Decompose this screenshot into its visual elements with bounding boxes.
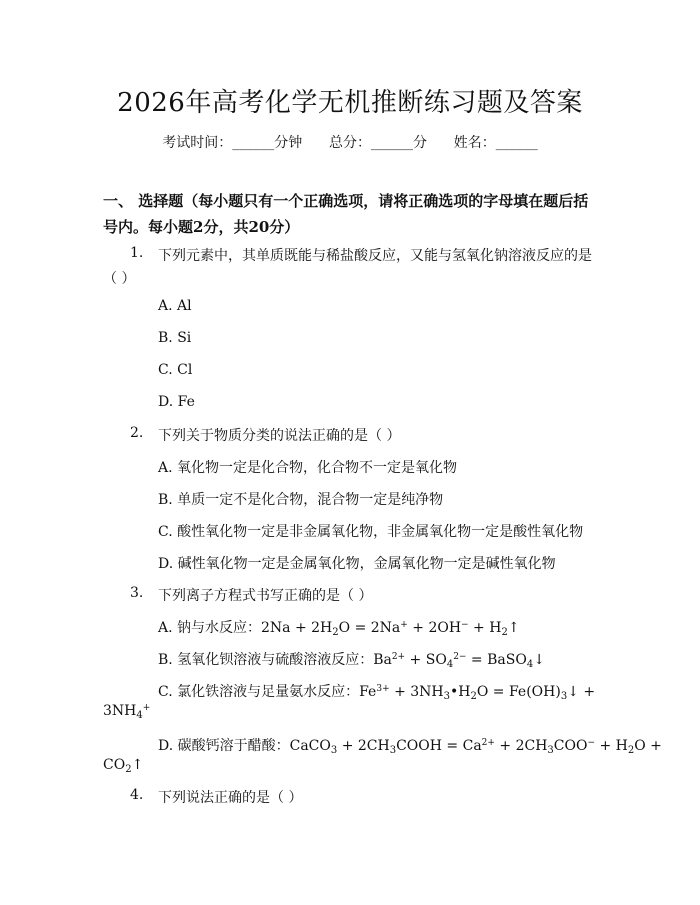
subscript: 3 xyxy=(443,691,451,702)
superscript: 2+ xyxy=(481,738,495,748)
subscript: 3 xyxy=(389,745,397,756)
subscript: 2 xyxy=(332,627,339,638)
superscript: + xyxy=(400,620,408,630)
subscript: 4 xyxy=(136,710,143,721)
superscript: 2+ xyxy=(391,652,406,662)
question-3-option-d-part: + 2CH xyxy=(337,738,390,754)
superscript: 3+ xyxy=(376,684,390,694)
question-4-text: 下列说法正确的是（ ） xyxy=(158,790,303,806)
subscript: 3 xyxy=(560,691,568,702)
question-3-option-c-part: + xyxy=(578,684,596,700)
question-3-number: 3. xyxy=(130,585,144,601)
question-4-number: 4. xyxy=(130,787,144,803)
question-3-option-b-part: + SO xyxy=(405,652,447,668)
question-3-option-d-prefix: D. 碳酸钙溶于醋酸：CaCO xyxy=(158,738,331,754)
question-3-option-a xyxy=(158,617,520,638)
superscript: − xyxy=(587,738,596,748)
superscript: 2− xyxy=(453,652,467,662)
superscript: − xyxy=(461,620,469,630)
subscript: 2 xyxy=(470,691,477,702)
superscript: + xyxy=(142,703,151,713)
question-3-option-d-continued xyxy=(103,757,143,775)
question-1-option-b: B. Si xyxy=(158,330,192,346)
question-2-option-c: C. 酸性氧化物一定是非金属氧化物，非金属氧化物一定是酸性氧化物 xyxy=(158,524,584,540)
question-3-option-b-prefix: B. 氢氧化钡溶液与硫酸溶液反应：Ba xyxy=(158,652,392,668)
question-3-option-a-part: O = 2Na xyxy=(338,620,401,636)
question-3-option-d-part: + H xyxy=(595,738,628,754)
page-title: 2026年高考化学无机推断练习题及答案 xyxy=(117,88,583,118)
subscript: 4 xyxy=(446,659,454,670)
question-3-option-a-part: + 2OH xyxy=(407,620,462,636)
question-1-number: 1. xyxy=(130,245,144,261)
question-3-option-d-part: CO xyxy=(103,757,126,773)
precipitate-arrow-icon: ↓ xyxy=(567,684,579,700)
question-3-option-a-prefix: A. 钠与水反应：2Na + 2H xyxy=(158,620,333,636)
precipitate-arrow-icon: ↓ xyxy=(533,652,545,668)
question-1-text: 下列元素中，其单质既能与稀盐酸反应，又能与氢氧化钠溶液反应的是 xyxy=(158,248,592,264)
question-3-option-d-part: COO xyxy=(553,738,588,754)
question-3-option-a-part: + H xyxy=(468,620,502,636)
question-3-option-c-part: 3NH xyxy=(103,703,137,719)
question-3-option-d-part: + 2CH xyxy=(494,738,548,754)
question-3-option-b xyxy=(158,649,545,670)
subscript: 2 xyxy=(501,627,508,638)
question-3-option-c-prefix: C. 氯化铁溶液与足量氨水反应：Fe xyxy=(158,684,377,700)
question-1-option-d: D. Fe xyxy=(158,394,195,410)
subscript: 2 xyxy=(627,745,635,756)
section-heading: 一、 选择题（每小题只有一个正确选项，请将正确选项的字母填在题后括号内。每小题2分，共20分） xyxy=(103,192,589,236)
question-2-text: 下列关于物质分类的说法正确的是（ ） xyxy=(158,428,401,444)
exam-meta-line: 考试时间：______分钟 总分：______分 姓名：______ xyxy=(162,135,538,151)
question-1-text-continued: （ ） xyxy=(103,271,136,287)
subscript: 4 xyxy=(526,659,534,670)
question-3-option-c xyxy=(158,681,595,702)
subscript: 3 xyxy=(547,745,554,756)
question-2-option-a: A. 氧化物一定是化合物，化合物不一定是氧化物 xyxy=(158,460,458,476)
question-3-option-c-part: + 3NH xyxy=(389,684,444,700)
question-3-option-d xyxy=(158,735,662,756)
question-3-option-d-part: O + xyxy=(634,738,662,754)
subscript: 2 xyxy=(125,764,132,775)
question-2-option-b: B. 单质一定不是化合物，混合物一定是纯净物 xyxy=(158,492,444,508)
question-3-option-b-part: = BaSO xyxy=(466,652,527,668)
question-3-option-c-continued xyxy=(103,703,150,721)
question-2-option-d: D. 碱性氧化物一定是金属氧化物，金属氧化物一定是碱性氧化物 xyxy=(158,556,556,572)
question-2-number: 2. xyxy=(130,425,144,441)
question-3-text: 下列离子方程式书写正确的是（ ） xyxy=(158,588,373,604)
question-1-option-a: A. Al xyxy=(158,298,192,314)
gas-arrow-icon: ↑ xyxy=(507,620,520,636)
subscript: 3 xyxy=(330,745,338,756)
question-3-option-d-part: COOH = Ca xyxy=(396,738,482,754)
question-3-option-c-part: O = Fe(OH) xyxy=(476,684,561,700)
question-1-option-c: C. Cl xyxy=(158,362,193,378)
question-3-option-c-part: •H xyxy=(450,684,471,700)
gas-arrow-icon: ↑ xyxy=(131,757,144,773)
